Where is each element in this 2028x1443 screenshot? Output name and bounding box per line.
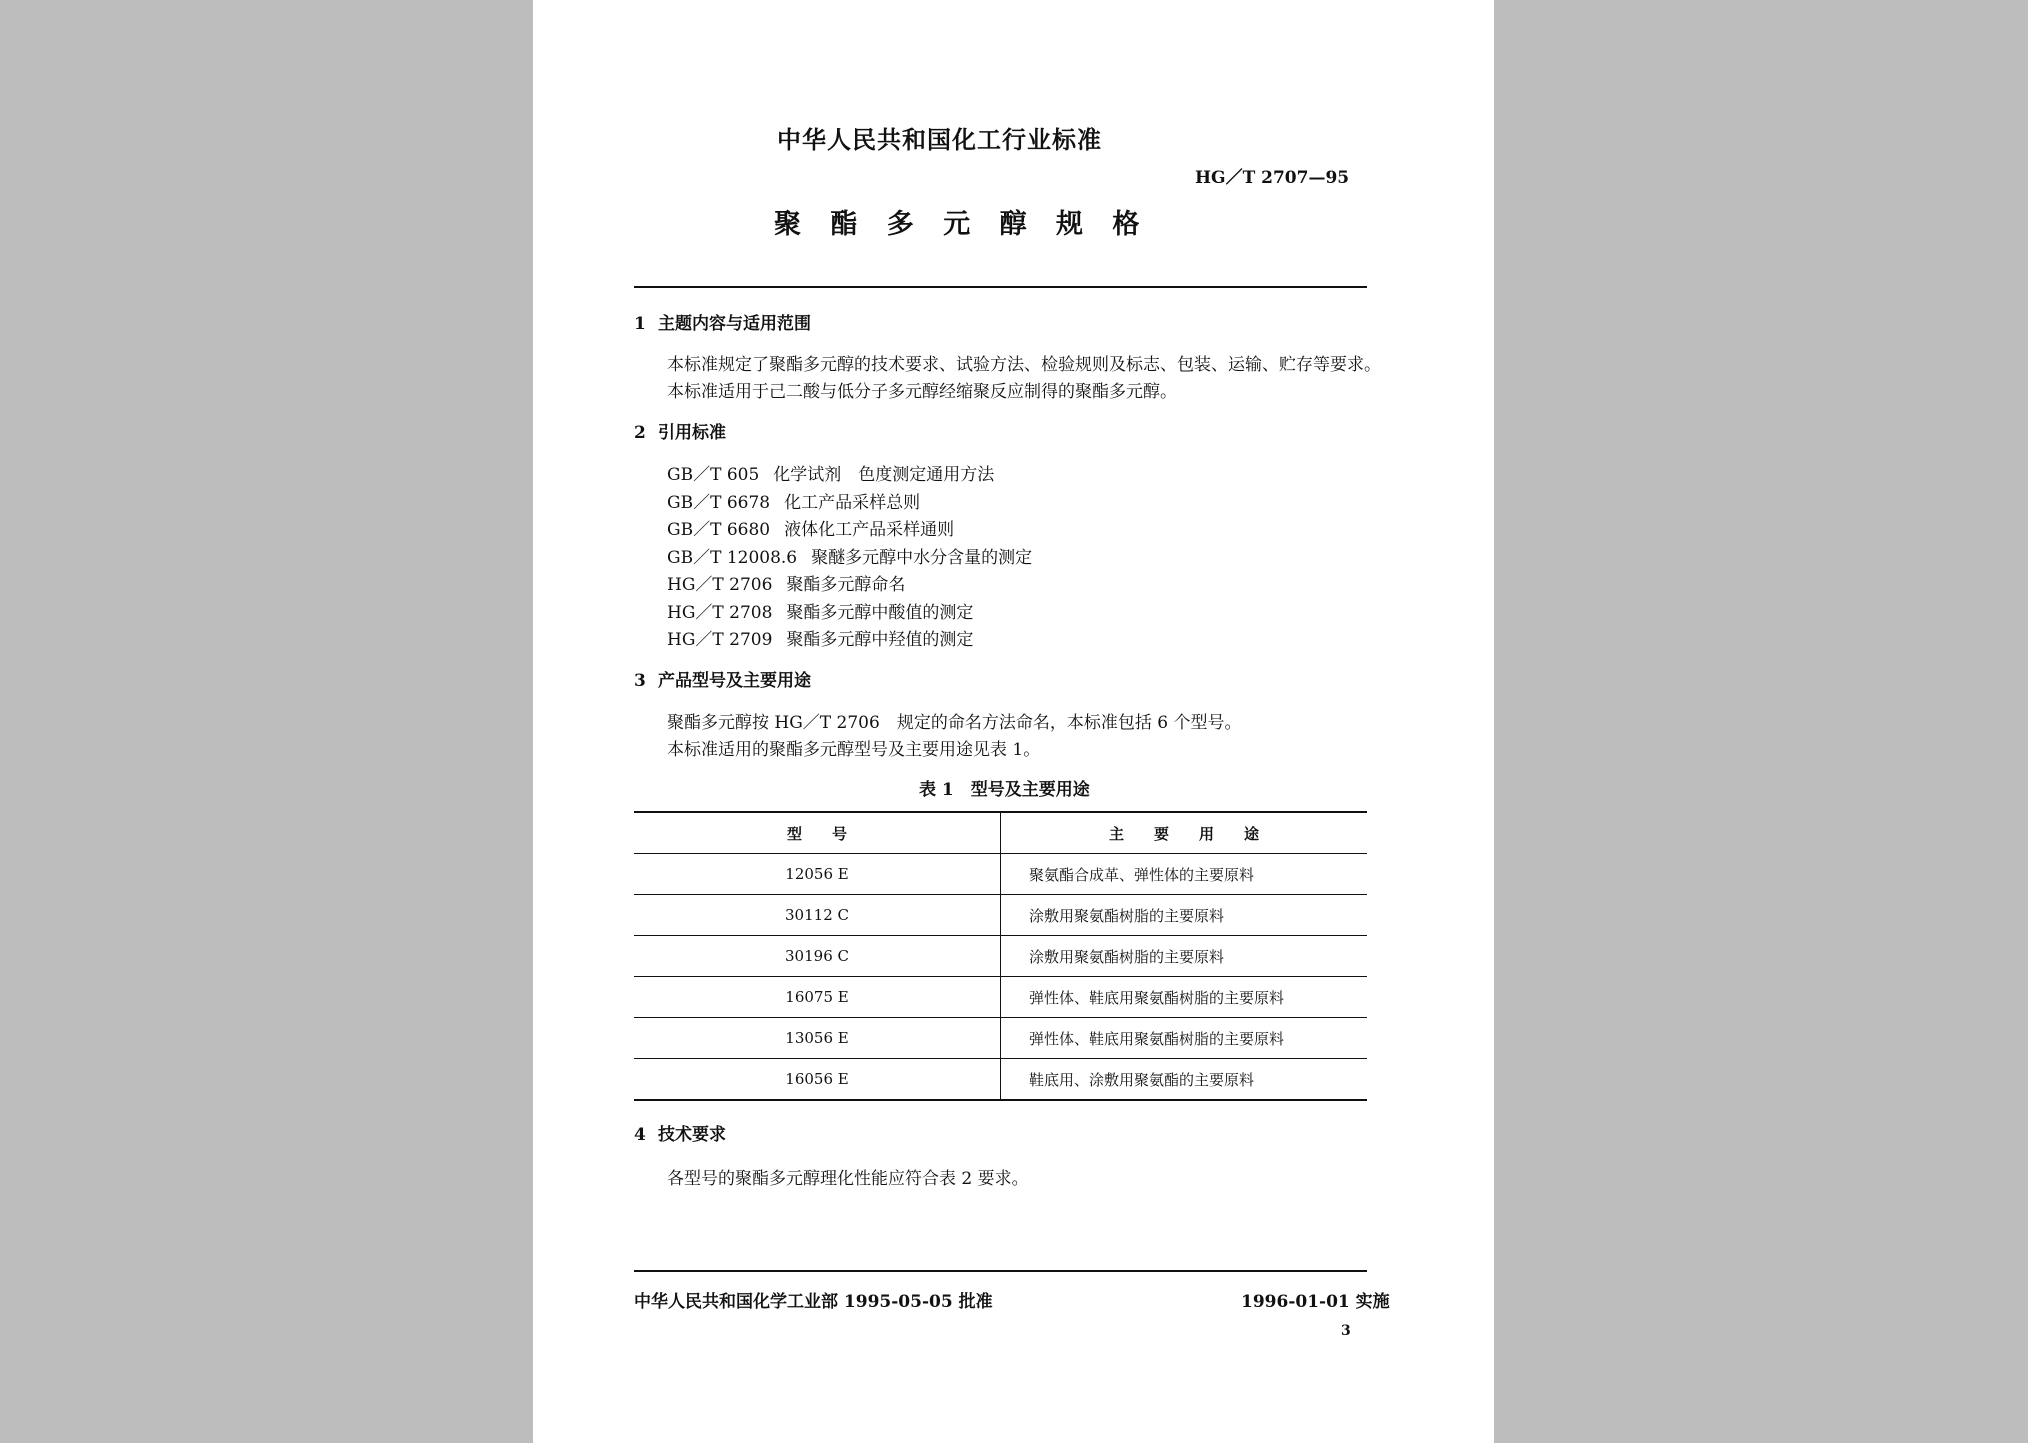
table-header-row <box>634 812 1367 854</box>
reference-code: GB／T 6678 <box>667 493 771 513</box>
usage-cell: 弹性体、鞋底用聚氨酯树脂的主要原料 <box>1001 1018 1368 1059</box>
section-title: 产品型号及主要用途 <box>658 671 811 691</box>
reference-item <box>667 515 954 540</box>
effective-date: 1996-01-01 实施 <box>1241 1292 1390 1312</box>
section-title: 引用标准 <box>658 423 726 443</box>
table-row <box>634 1059 1367 1101</box>
section-number: 2 <box>634 423 646 443</box>
reference-code: GB／T 12008.6 <box>667 548 798 568</box>
model-cell: 13056 E <box>634 1018 1001 1059</box>
section-title: 主题内容与适用范围 <box>658 314 811 334</box>
reference-item <box>667 488 920 513</box>
paragraph: 本标准适用于己二酸与低分子多元醇经缩聚反应制得的聚酯多元醇。 <box>667 382 1177 402</box>
usage-cell: 涂敷用聚氨酯树脂的主要原料 <box>1001 895 1368 936</box>
reference-item <box>667 543 1032 568</box>
table-row <box>634 895 1367 936</box>
table-row <box>634 854 1367 895</box>
reference-name: 聚酯多元醇中羟值的测定 <box>786 630 974 650</box>
section-2-heading <box>634 418 726 443</box>
approval-line: 中华人民共和国化学工业部 1995-05-05 批准 <box>634 1292 993 1312</box>
reference-name: 聚醚多元醇中水分含量的测定 <box>811 548 1033 568</box>
reference-code: GB／T 605 <box>667 465 760 485</box>
usage-cell: 聚氨酯合成革、弹性体的主要原料 <box>1001 854 1368 895</box>
model-cell: 16075 E <box>634 977 1001 1018</box>
reference-name: 聚酯多元醇中酸值的测定 <box>786 603 974 623</box>
model-cell: 12056 E <box>634 854 1001 895</box>
section-number: 1 <box>634 314 646 334</box>
model-cell: 30196 C <box>634 936 1001 977</box>
table-row <box>634 1018 1367 1059</box>
section-3-heading <box>634 666 811 691</box>
table-row <box>634 936 1367 977</box>
standard-number: HG／T 2707—95 <box>1195 168 1350 188</box>
paragraph: 本标准规定了聚酯多元醇的技术要求、试验方法、检验规则及标志、包装、运输、贮存等要求。 <box>667 355 1381 375</box>
footer-rule <box>634 1270 1367 1272</box>
reference-code: GB／T 6680 <box>667 520 771 540</box>
top-rule <box>634 286 1367 288</box>
reference-code: HG／T 2708 <box>667 603 773 623</box>
paragraph: 本标准适用的聚酯多元醇型号及主要用途见表 1。 <box>667 740 1041 760</box>
table-caption: 表 1 型号及主要用途 <box>919 780 1090 800</box>
model-usage-table <box>634 811 1367 1101</box>
reference-code: HG／T 2706 <box>667 575 773 595</box>
reference-name: 液体化工产品采样通则 <box>784 520 955 540</box>
reference-item <box>667 598 973 623</box>
reference-code: HG／T 2709 <box>667 630 773 650</box>
section-number: 3 <box>634 671 646 691</box>
column-header-model: 型 号 <box>634 812 1001 854</box>
model-cell: 16056 E <box>634 1059 1001 1101</box>
usage-cell: 弹性体、鞋底用聚氨酯树脂的主要原料 <box>1001 977 1368 1018</box>
usage-cell: 涂敷用聚氨酯树脂的主要原料 <box>1001 936 1368 977</box>
section-1-heading <box>634 309 811 334</box>
org-title: 中华人民共和国化工行业标准 <box>777 125 1102 154</box>
paragraph: 各型号的聚酯多元醇理化性能应符合表 2 要求。 <box>667 1169 1029 1189</box>
column-header-usage: 主 要 用 途 <box>1108 824 1259 843</box>
reference-item <box>667 570 905 595</box>
document-page <box>533 0 1494 1443</box>
reference-name: 聚酯多元醇命名 <box>786 575 906 595</box>
reference-item <box>667 460 994 485</box>
section-number: 4 <box>634 1125 646 1145</box>
section-4-heading <box>634 1120 726 1145</box>
paragraph: 聚酯多元醇按 HG／T 2706 规定的命名方法命名，本标准包括 6 个型号。 <box>667 713 1242 733</box>
model-cell: 30112 C <box>634 895 1001 936</box>
section-title: 技术要求 <box>658 1125 726 1145</box>
table-row <box>634 977 1367 1018</box>
usage-cell: 鞋底用、涂敷用聚氨酯的主要原料 <box>1001 1059 1368 1101</box>
page-number: 3 <box>1341 1323 1351 1339</box>
document-title: 聚 酯 多 元 醇 规 格 <box>774 209 1150 240</box>
reference-name: 化工产品采样总则 <box>784 493 921 513</box>
reference-name: 化学试剂 色度测定通用方法 <box>773 465 995 485</box>
reference-item <box>667 625 973 650</box>
